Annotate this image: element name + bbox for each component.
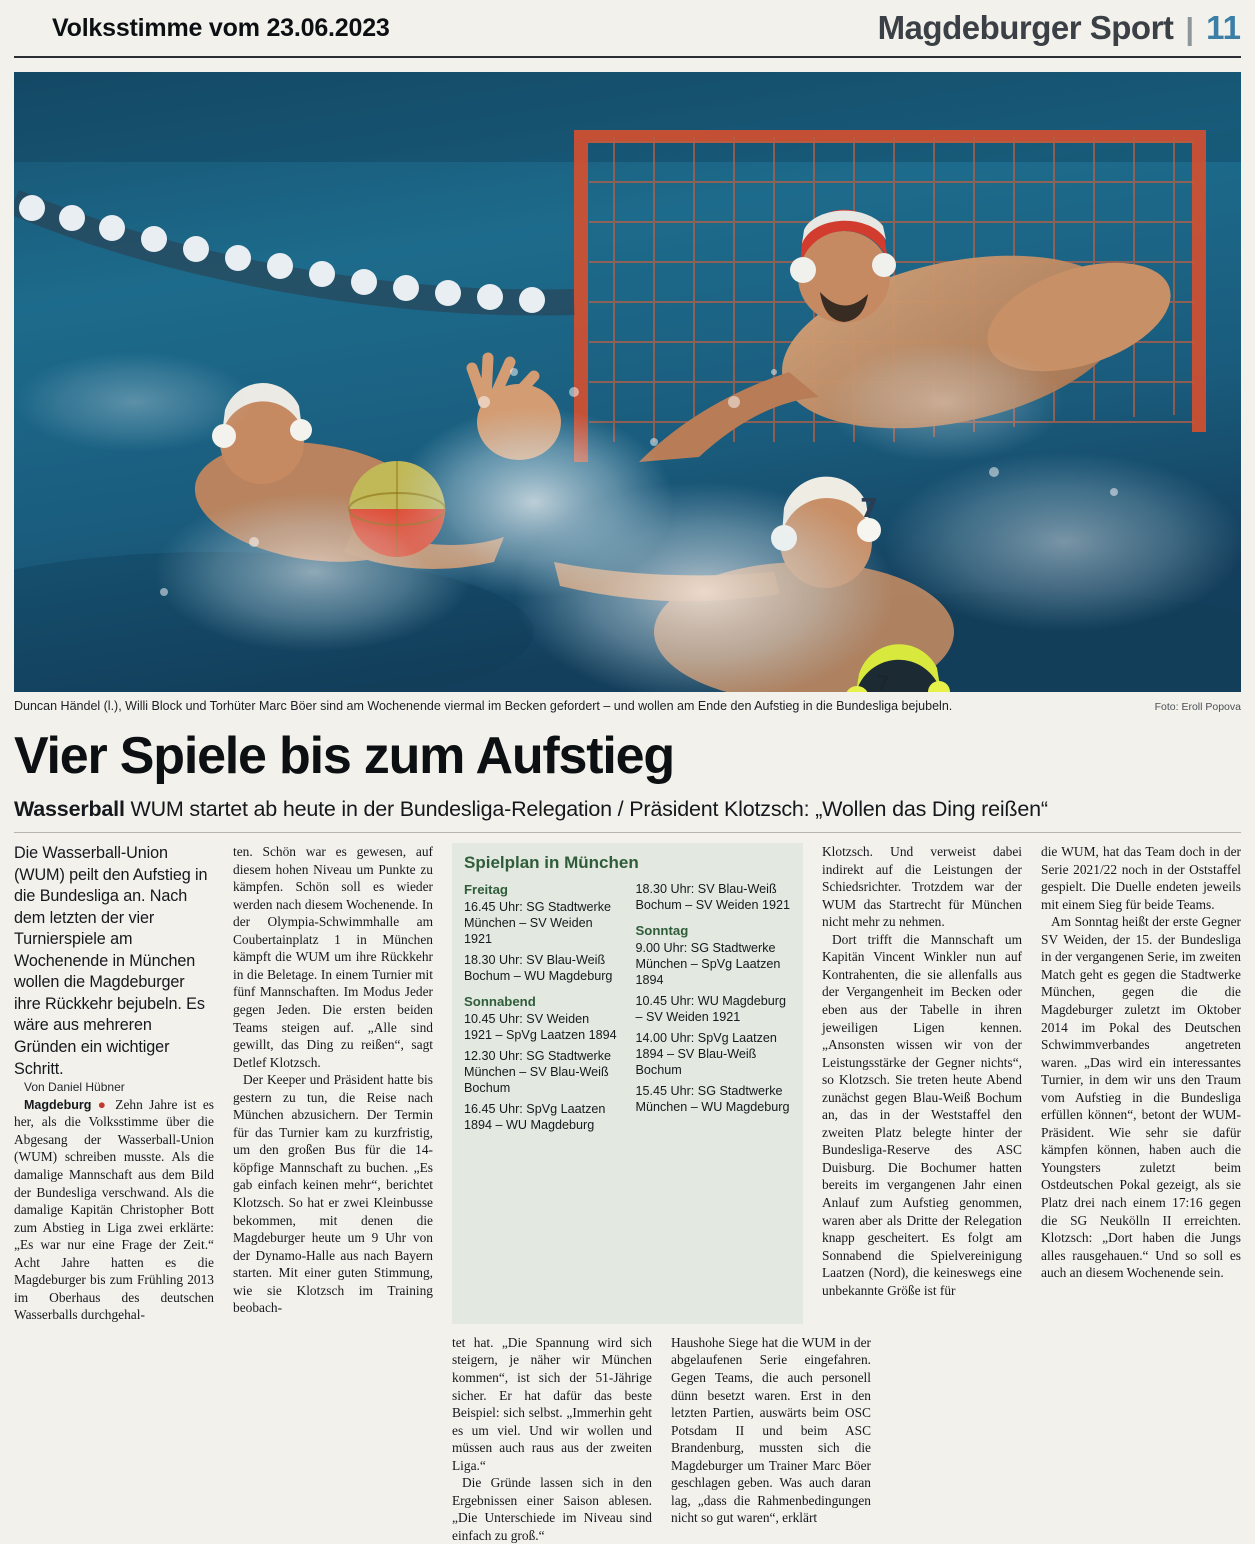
schedule-match: 18.30 Uhr: SV Blau-Weiß Bochum – WU Magdeburg <box>464 953 613 984</box>
schedule-match: 16.45 Uhr: SG Stadtwerke München – SV Weiden 1921 <box>464 900 611 947</box>
svg-text:7: 7 <box>876 671 890 692</box>
masthead <box>0 0 1255 56</box>
column-5-para-1: Klotzsch. Und verweist dabei indirekt auf die Leistungen der Schiedsrichter. Trotzdem war der WUM das Startrecht für München nicht mehr zu nehmen. <box>822 844 1022 930</box>
lower-spacer-3 <box>890 1334 1090 1544</box>
column-3 <box>452 1334 652 1544</box>
photo-caption: Duncan Händel (l.), Willi Block und Torhüter Marc Böer sind am Wochenende viermal im Becken gefordert – und wollen am Ende den Aufstieg in die Bundesliga bejubeln. <box>14 699 953 713</box>
column-3-para-1: tet hat. „Die Spannung wird sich steigern, je näher wir München kommen“, ist sich der 51-Jährige sicher. Er hat dafür das beste Beispiel: sich selbst. „Immerhin geht es um viel. Und wir wollen und müssen auch raus aus der zweiten Liga.“ <box>452 1334 652 1473</box>
schedule-match: 10.45 Uhr: SV Weiden 1921 – SpVg Laatzen 1894 <box>464 1012 617 1042</box>
page-title: Vier Spiele bis zum Aufstieg <box>14 727 674 785</box>
column-1-body <box>14 1096 214 1324</box>
svg-text:7: 7 <box>860 494 879 524</box>
schedule-box <box>452 843 803 1324</box>
lower-spacer-2 <box>233 1334 433 1544</box>
schedule-match: 18.30 Uhr: SV Blau-Weiß Bochum – SV Weiden 1921 <box>635 882 790 913</box>
schedule-match: 10.45 Uhr: WU Magdeburg – SV Weiden 1921 <box>635 994 786 1024</box>
column-2-para-1: ten. Schön war es gewesen, auf diesem hohen Niveau um Punkte zu kämpfen. Schön soll es wieder werden nach diesem Wochenende. In der Olympia-Schwimmhalle am Coubertainplatz 1 in München kämpft die WUM um ihre Rückkehr in die Beletage. In einem Turnier mit fünf Mannschaften. Im Modus Jeder gegen Jeden. Die ersten beiden Teams steigen auf. „Alle sind gewillt, das Ding zu reißen“, sagt Detlef Klotzsch. <box>233 844 433 1070</box>
column-2 <box>233 843 433 1324</box>
subhead-divider <box>14 832 1241 833</box>
column-3-para-2: Die Gründe lassen sich in den Ergebnissen einer Saison ablesen. „Die Unterschiede im Niveau sind einfach zu groß.“ <box>452 1475 652 1543</box>
article-columns-lower <box>14 1334 1241 1544</box>
schedule-match: 14.00 Uhr: SpVg Laatzen 1894 – SV Blau-Weiß Bochum <box>635 1030 777 1077</box>
schedule-column-right <box>636 882 792 1139</box>
column-6-para-2: Am Sonntag heißt der erste Gegner SV Weiden, der 15. der Bundesliga in der vergangenen Serie, im zweiten Match geht es gegen die Stadtwerke München, gegen die die Magdeburger zuletzt im Oktober 2014 im Pokal des Deutschen Schwimmverbandes angetreten waren. „Das wird ein interessantes Turnier, in dem wir uns den Traum vom Aufstieg in die Bundesliga erfüllen können“, betont der WUM-Präsident. Wie sehr sie dafür kämpfen können, haben auch die Youngsters zuletzt beim Ostdeutschen Pokal gezeigt, als sie Platz drei nach einem 17:16 gegen die SG Neukölln II erreichten. Klotzsch: „Dort haben die Jungs alles rausgehauen.“ Und so soll es auch an diesem Wochenende sein. <box>1041 914 1241 1281</box>
column-5-para-2: Dort trifft die Mannschaft um Kapitän Vincent Winkler nun auf Kontrahenten, die sie allenfalls aus der Vergangenheit im Becken oder eben aus der Tabelle in ihren jeweiligen Ligen kennen. „Ansonsten wissen wir von der Leistungsstärke der Gegner nichts“, so Klotzsch. Sie treten heute Abend zunächst gegen Blau-Weiß Bochum an, das in der Weststaffel den zweiten Platz belegte hinter der Bundesliga-Reserve des ASC Duisburg. Die Bochumer hatten bereits im vergangenen Jahr einen Anlauf zum Aufstieg genommen, waren aber als Dritte der Relegation knapp gescheitert. Es folgt am Sonnabend die Spielvereinigung Laatzen (Nord), die keineswegs eine unbekannte Größe ist für <box>822 931 1022 1298</box>
page-number: 11 <box>1206 9 1241 46</box>
schedule-title: Spielplan in München <box>464 853 639 873</box>
schedule-match: 15.45 Uhr: SG Stadtwerke München – WU Magdeburg <box>635 1083 790 1114</box>
schedule-day: Freitag <box>464 882 508 898</box>
column-4 <box>671 1334 871 1544</box>
schedule-match: 12.30 Uhr: SG Stadtwerke München – SV Blau-Weiß Bochum <box>464 1048 611 1095</box>
column-6-para-1: die WUM, hat das Team doch in der Serie 2021/22 noch in der Oststaffel gespielt. Die Duelle endeten jeweils mit einem Sieg für beide Teams. <box>1041 844 1241 912</box>
article-lead: Die Wasserball-Union (WUM) peilt den Aufstieg in die Bundesliga an. Nach dem letzten der vier Turnierspiele am Wochenende in München wollen die Magdeburger ihre Rückkehr bejubeln. Es wäre aus mehreren Gründen ein wichtiger Schritt. <box>14 844 208 1078</box>
dateline: Magdeburg <box>24 1097 92 1112</box>
lower-spacer-1 <box>14 1334 214 1544</box>
schedule-match: 16.45 Uhr: SpVg Laatzen 1894 – WU Magdeburg <box>464 1101 606 1132</box>
byline: Von Daniel Hübner <box>24 1080 125 1095</box>
schedule-day: Sonntag <box>635 923 689 939</box>
caption-row <box>14 699 1241 713</box>
photo-block <box>14 72 1241 713</box>
column-1 <box>14 843 214 1324</box>
issue-label: Volksstimme vom 23.06.2023 <box>52 13 390 42</box>
article-subhead-text: WUM startet ab heute in der Bundesliga-Relegation / Präsident Klotzsch: „Wollen das Ding reißen“ <box>130 797 1048 822</box>
column-4-para-1: Haushohe Siege hat die WUM in der abgelaufenen Serie eingefahren. Gegen Teams, die auch personell dünn besetzt waren. Erst in den letzten Partien, auswärts beim OSC Potsdam II und beim ASC Brandenburg, mussten sich die Magdeburger um Trainer Marc Böer geschlagen geben. Was auch daran lag, „dass die Rahmenbedingungen nicht so gut waren“, erklärt <box>671 1334 871 1526</box>
photo-credit: Foto: Eroll Popova <box>1154 701 1241 713</box>
article-kicker: Wasserball <box>14 797 125 822</box>
water-polo-photo <box>14 72 1241 692</box>
schedule-columns <box>464 882 791 1139</box>
bullet-icon: ● <box>97 1096 109 1112</box>
masthead-right-group <box>878 9 1241 47</box>
column-6 <box>1041 843 1241 1324</box>
article-subhead <box>14 797 1241 822</box>
column-5 <box>822 843 1022 1324</box>
column-1-text: Zehn Jahre ist es her, als die Volksstimme über die Abgesang der Wasserball-Union (WUM) schreiben musste. Als die damalige Mannschaft aus dem Bild der Bundesliga verschwand. Als die damalige Kapitän Christopher Bott zum Abstieg in Liga zwei erklärte: „Es war nur eine Frage der Zeit.“ Acht Jahre hatten es die Magdeburger bis zum Frühling 2013 im Oberhaus des deutschen Wasserballs durchgehal- <box>14 1096 214 1323</box>
masthead-separator: | <box>1185 11 1195 46</box>
schedule-column-left <box>464 882 620 1139</box>
section-title: Magdeburger Sport <box>877 9 1174 46</box>
article-columns-upper <box>14 843 1241 1324</box>
column-2-para-2: Der Keeper und Präsident hatte bis gestern zu tun, die Reise nach München abzusichern. Der Termin für das Turnier kam zu kurzfristig, um den großen Bus für die 14-köpfige Mannschaft zu buchen. „Es gab einfach keinen mehr“, berichtet Klotzsch. So hat er zwei Kleinbusse bekommen, mit denen die Magdeburger heute um 9 Uhr von der Dynamo-Halle aus nach Bayern starten. Mit einer guten Stimmung, wie sie Klotzsch im Training beobach- <box>233 1072 433 1316</box>
masthead-divider <box>14 56 1241 58</box>
schedule-match: 9.00 Uhr: SG Stadtwerke München – SpVg Laatzen 1894 <box>635 941 781 988</box>
schedule-day: Sonnabend <box>464 994 536 1009</box>
